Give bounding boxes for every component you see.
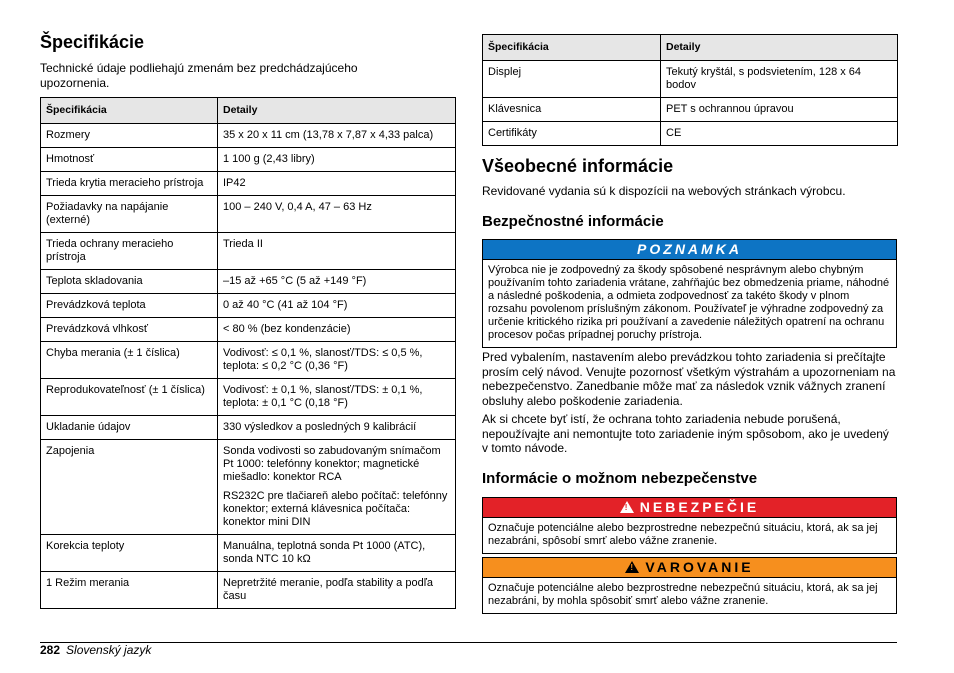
general-info-title: Všeobecné informácie xyxy=(482,156,674,176)
table-header-spec: Špecifikácia xyxy=(483,35,661,61)
table-cell: Vodivosť: ± 0,1 %, slanosť/TDS: ± 0,1 %, teplota: ± 0,1 °C (0,18 °F) xyxy=(218,379,456,416)
table-row xyxy=(41,196,456,233)
table-row xyxy=(41,294,456,318)
table-cell: Displej xyxy=(483,61,661,98)
table-cell: 35 x 20 x 11 cm (13,78 x 7,87 x 4,33 palca) xyxy=(218,124,456,148)
warning-label: VAROVANIE xyxy=(645,559,754,575)
table-row xyxy=(41,379,456,416)
table-row xyxy=(41,124,456,148)
table-header-detail: Detaily xyxy=(218,98,456,124)
page-number: 282 xyxy=(40,643,61,657)
table-cell: Tekutý kryštál, s podsvietením, 128 x 64 bodov xyxy=(661,61,898,98)
table-cell: Prevádzková teplota xyxy=(41,294,218,318)
specs-table-right xyxy=(482,34,898,146)
zapojenia-line-1: Sonda vodivosti so zabudovaným snímačom Pt 1000: telefónny konektor; magnetické miešadlo: konektor RCA xyxy=(223,445,441,483)
table-cell: Korekcia teploty xyxy=(41,535,218,572)
specs-table-left xyxy=(40,97,456,609)
table-row xyxy=(41,233,456,270)
table-header-detail: Detaily xyxy=(661,35,898,61)
table-cell: 330 výsledkov a posledných 9 kalibrácií xyxy=(218,416,456,440)
danger-label: NEBEZPEČIE xyxy=(639,499,760,515)
warning-box xyxy=(482,557,897,614)
warning-header xyxy=(483,558,896,577)
footer-divider xyxy=(40,642,897,643)
table-header-spec: Špecifikácia xyxy=(41,98,218,124)
note-box xyxy=(482,239,897,348)
table-header-row xyxy=(483,35,898,61)
table-cell: Certifikáty xyxy=(483,122,661,146)
table-cell: 1 Režim merania xyxy=(41,572,218,609)
table-row xyxy=(483,61,898,98)
table-cell: < 80 % (bez kondenzácie) xyxy=(218,318,456,342)
table-cell xyxy=(218,440,456,535)
table-cell: Trieda II xyxy=(218,233,456,270)
table-cell: Vodivosť: ≤ 0,1 %, slanosť/TDS: ≤ 0,5 %, teplota: ≤ 0,2 °C (0,36 °F) xyxy=(218,342,456,379)
table-cell: Zapojenia xyxy=(41,440,218,535)
table-row xyxy=(41,270,456,294)
table-cell: Chyba merania (± 1 číslica) xyxy=(41,342,218,379)
note-header: POZNAMKA xyxy=(483,240,896,259)
general-info-text: Revidované vydania sú k dispozícii na webových stránkach výrobcu. xyxy=(482,184,846,198)
zapojenia-line-2: RS232C pre tlačiareň alebo počítač: telefónny konektor; externá klávesnica počítača: konektor mini DIN xyxy=(223,490,448,528)
table-row xyxy=(41,148,456,172)
table-cell: Nepretržité meranie, podľa stability a podľa času xyxy=(218,572,456,609)
table-row xyxy=(483,122,898,146)
table-row xyxy=(41,572,456,609)
table-row xyxy=(41,535,456,572)
table-cell: Ukladanie údajov xyxy=(41,416,218,440)
table-cell: PET s ochrannou úpravou xyxy=(661,98,898,122)
note-text: Výrobca nie je zodpovedný za škody spôsobené nesprávnym alebo chybným používaním tohto zariadenia vrátane, zahŕňajúc bez obmedzenia priame, náhodné a následné poškodenia, a odmieta zodpovednosť za takéto škody v plnom rozsahu povolenom príslušným zákonom. Používateľ je výhradne zodpovedný za určenie kritického rizika pri používaní a zavedenie náležitých opatrení na ochranu procesov počas prípadnej poruchy prístroja. xyxy=(483,259,896,347)
table-cell: Prevádzková vlhkosť xyxy=(41,318,218,342)
table-cell: Hmotnosť xyxy=(41,148,218,172)
page-footer xyxy=(40,643,151,657)
table-cell: CE xyxy=(661,122,898,146)
table-row xyxy=(41,416,456,440)
safety-paragraph-1: Pred vybalením, nastavením alebo prevádzkou tohto zariadenia si prečítajte prosím celý návod. Venujte pozornosť všetkým výstrahám a upozorneniam na nebezpečenstvo. Zanedbanie môže mať za následok vznik vážnych zranení obsluhy alebo poškodenie zariadenia. xyxy=(482,350,896,408)
table-cell: Klávesnica xyxy=(483,98,661,122)
table-row xyxy=(41,342,456,379)
table-row xyxy=(41,440,456,535)
table-cell: Manuálna, teplotná sonda Pt 1000 (ATC), sonda NTC 10 kΩ xyxy=(218,535,456,572)
table-row xyxy=(41,172,456,196)
table-cell: Rozmery xyxy=(41,124,218,148)
hazard-info-title: Informácie o možnom nebezpečenstve xyxy=(482,470,758,487)
safety-paragraph-2: Ak si chcete byť istí, že ochrana tohto zariadenia nebude porušená, nepoužívajte ani nemontujte toto zariadenie iným spôsobom, ako je uvedený v tomto návode. xyxy=(482,412,889,455)
table-cell: Trieda ochrany meracieho prístroja xyxy=(41,233,218,270)
table-header-row xyxy=(41,98,456,124)
table-cell: 1 100 g (2,43 libry) xyxy=(218,148,456,172)
table-cell: 0 až 40 °C (41 až 104 °F) xyxy=(218,294,456,318)
table-cell: –15 až +65 °C (5 až +149 °F) xyxy=(218,270,456,294)
specs-intro: Technické údaje podliehajú zmenám bez predchádzajúceho upozornenia. xyxy=(40,61,358,90)
table-cell: Teplota skladovania xyxy=(41,270,218,294)
table-row xyxy=(41,318,456,342)
table-cell: IP42 xyxy=(218,172,456,196)
warning-triangle-icon: ! xyxy=(625,561,639,573)
table-cell: Trieda krytia meracieho prístroja xyxy=(41,172,218,196)
danger-header xyxy=(483,498,896,517)
warning-triangle-icon: ! xyxy=(620,501,634,513)
table-cell: Reprodukovateľnosť (± 1 číslica) xyxy=(41,379,218,416)
safety-info-title: Bezpečnostné informácie xyxy=(482,213,664,230)
danger-text: Označuje potenciálne alebo bezprostredne nebezpečnú situáciu, ktorá, ak sa jej nezabráni, spôsobí smrť alebo vážne zranenie. xyxy=(483,517,896,553)
table-cell: Požiadavky na napájanie (externé) xyxy=(41,196,218,233)
table-cell: 100 – 240 V, 0,4 A, 47 – 63 Hz xyxy=(218,196,456,233)
warning-text: Označuje potenciálne alebo bezprostredne nebezpečnú situáciu, ktorá, ak sa jej nezabráni, by mohla spôsobiť smrť alebo vážne zranenie. xyxy=(483,577,896,613)
specs-title: Špecifikácie xyxy=(40,32,145,52)
footer-language: Slovenský jazyk xyxy=(66,643,152,657)
table-row xyxy=(483,98,898,122)
danger-box xyxy=(482,497,897,554)
